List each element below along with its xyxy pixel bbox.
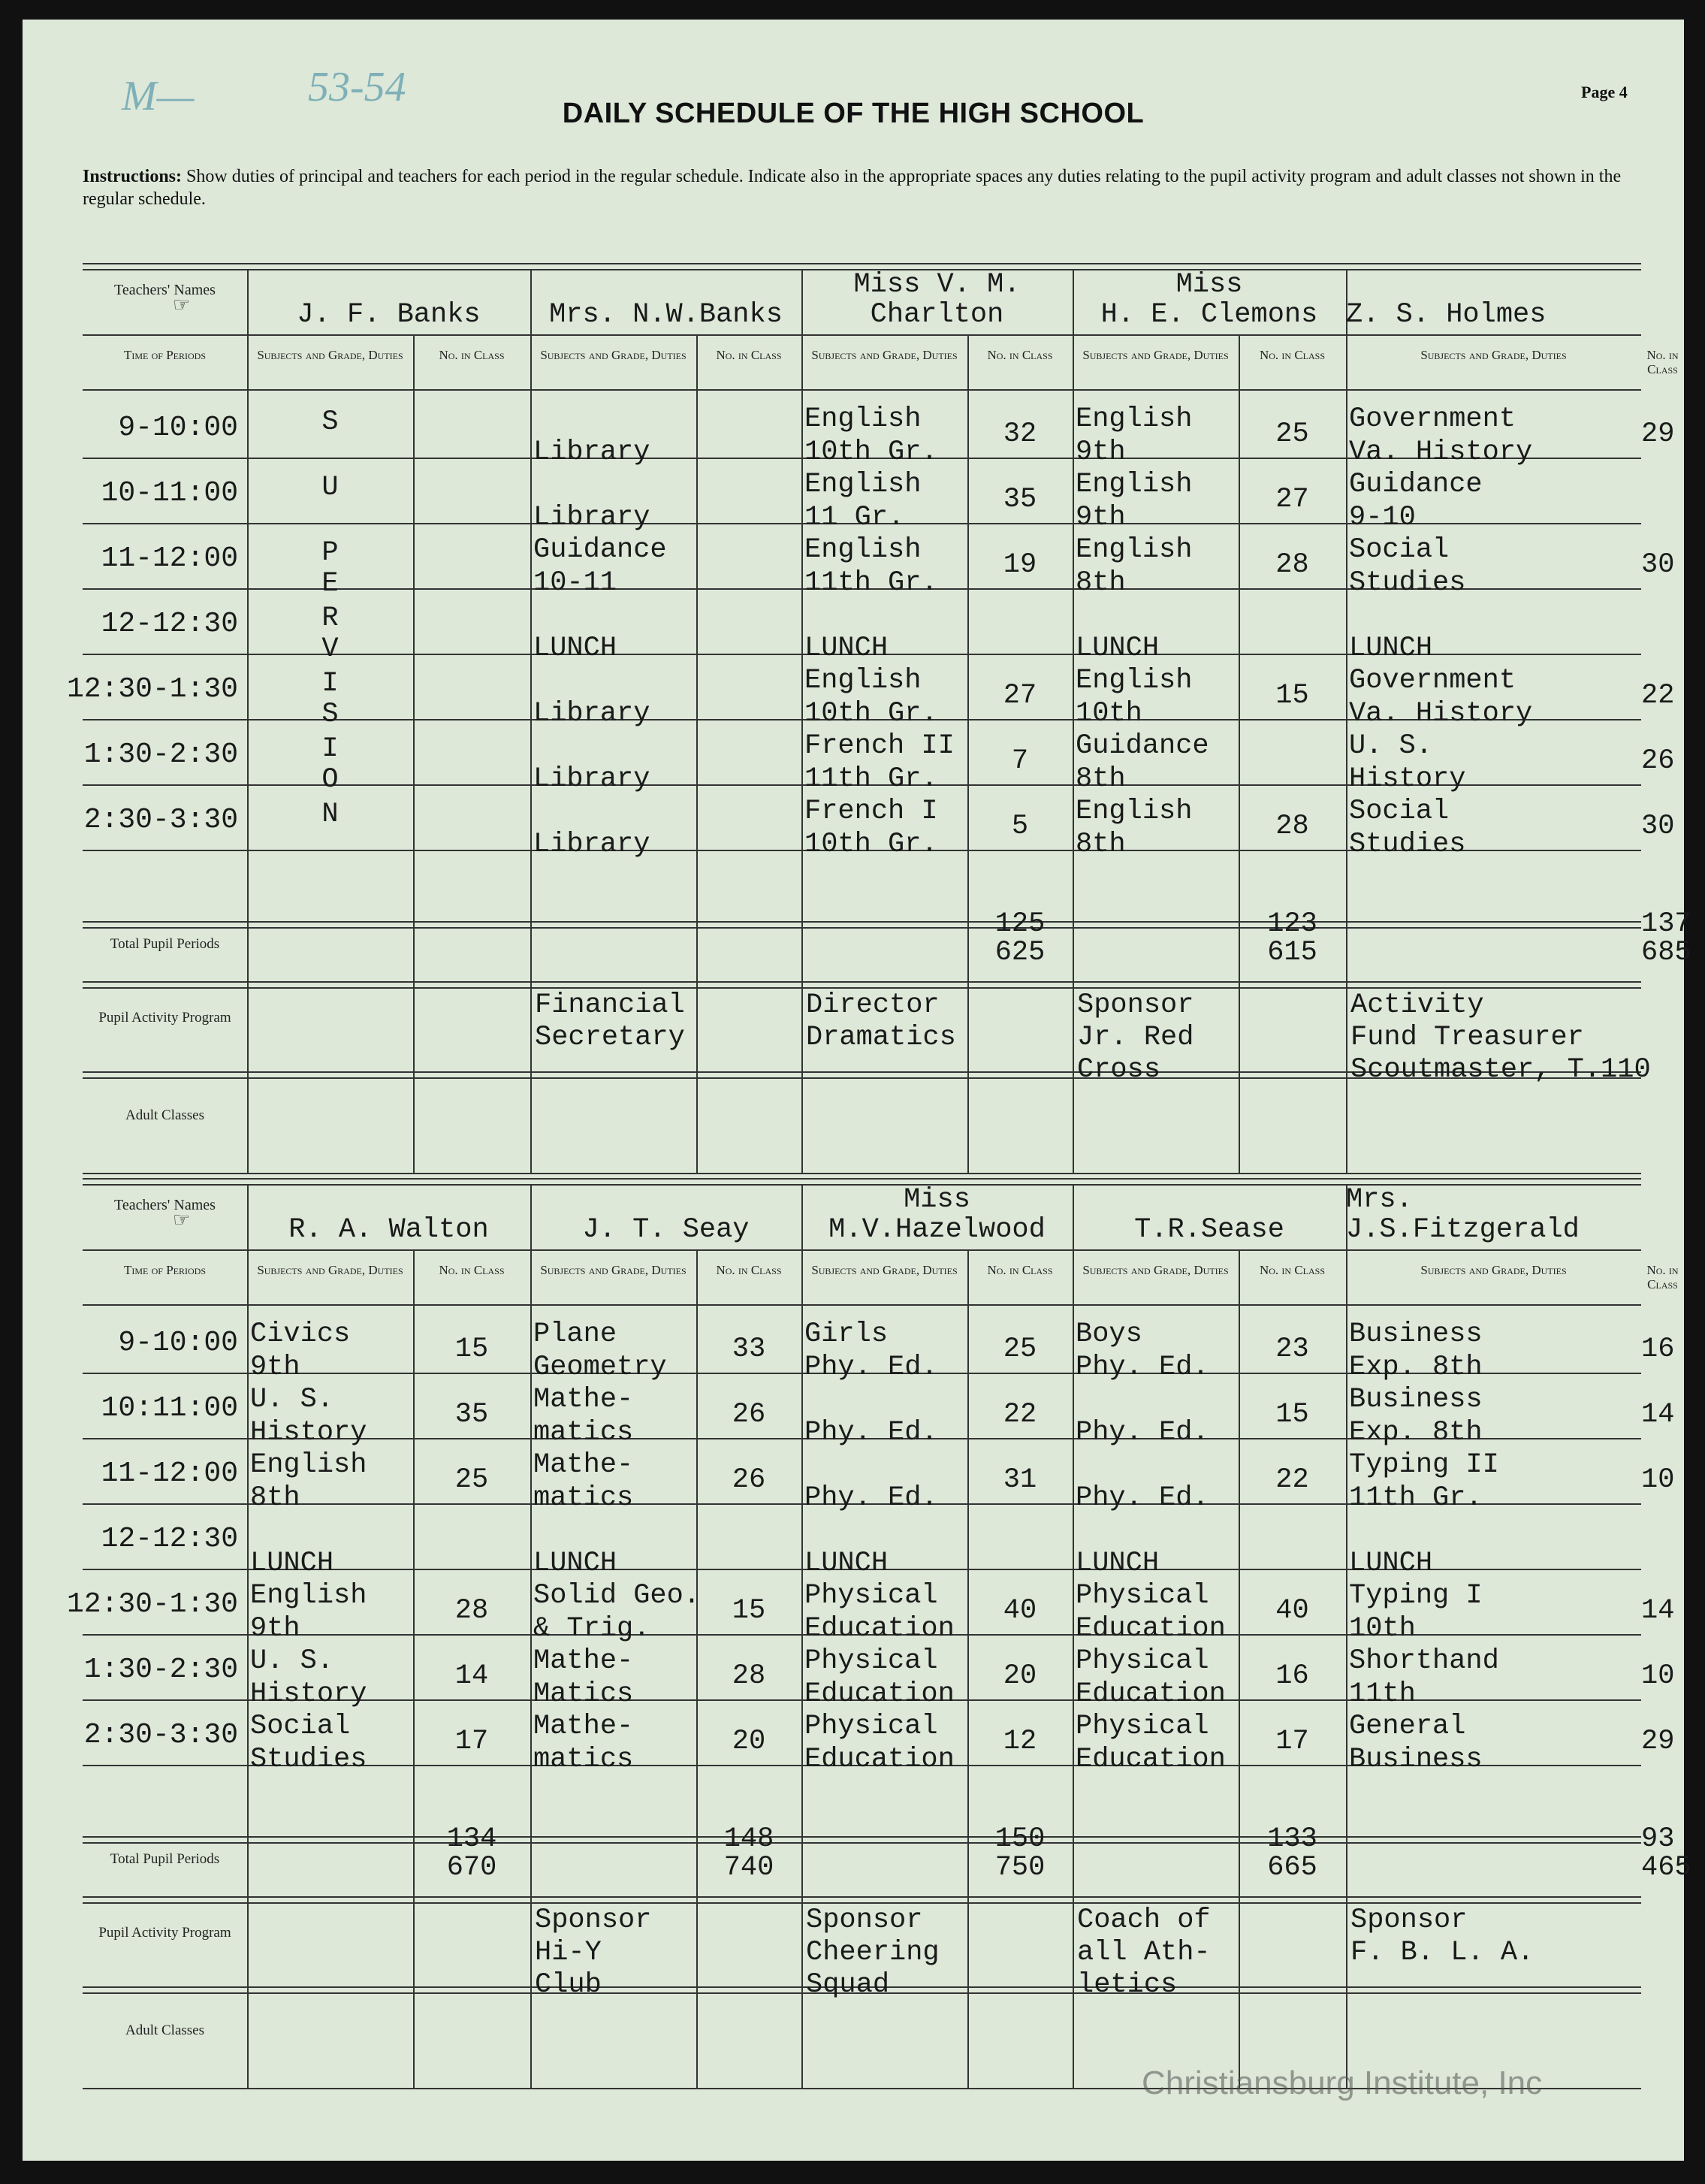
t0-no-in-class-header: No. in Class [716, 348, 782, 362]
t1-subject-line: Mathe- [533, 1645, 634, 1677]
t0-subject-line: LUNCH [1076, 633, 1160, 664]
t0-subject-line: English [1076, 469, 1193, 500]
t1-pupil-activity-program-label: Pupil Activity Program [98, 1925, 231, 1941]
t0-rule-h1 [83, 389, 1641, 391]
t1-no-in-class-header: No. in Class [1259, 1263, 1326, 1277]
t1-subject-line: 11th [1349, 1678, 1416, 1710]
t0-class-count: 26 [1641, 745, 1675, 777]
t0-teacher-name-title: Miss [1175, 269, 1243, 301]
t0-rule-act-b [83, 987, 1641, 989]
t1-class-count: 22 [1275, 1464, 1309, 1496]
t1-subject-line: Phy. Ed. [804, 1352, 938, 1383]
t1-subject-line: English [250, 1580, 367, 1612]
t0-subject-line: Social [1349, 534, 1450, 566]
t0-class-count: 35 [1003, 484, 1037, 515]
t0-pointing-hand-icon: ☞ [173, 294, 191, 316]
t1-class-count: 40 [1275, 1595, 1309, 1627]
t1-period-time: 12-12:30 [101, 1523, 238, 1555]
t1-class-count: 14 [454, 1660, 489, 1692]
t1-class-count: 26 [732, 1464, 766, 1496]
t1-subject-line: LUNCH [804, 1548, 889, 1579]
t1-class-count: 25 [454, 1464, 489, 1496]
t1-no-in-class-header: No. in Class [716, 1263, 782, 1277]
t0-subjects-header: Subjects and Grade, Duties [1420, 348, 1567, 362]
t1-subject-line: Plane [533, 1319, 617, 1350]
t1-subject-line: Education [1076, 1744, 1226, 1775]
t1-class-count: 20 [732, 1726, 766, 1757]
t1-subject-line: History [250, 1678, 367, 1710]
t1-rule-total-b [83, 1842, 1641, 1844]
handwritten-initials: M— [122, 73, 195, 119]
t0-total-periods: 123 [1267, 908, 1317, 940]
t1-total-pupil-periods: 465 [1641, 1852, 1691, 1883]
t0-subject-line: Guidance [1076, 730, 1209, 762]
t0-subject-line: R [321, 603, 339, 634]
t0-subject-line: Library [533, 698, 650, 730]
t1-subject-line: Education [1076, 1613, 1226, 1645]
t1-class-count: 16 [1275, 1660, 1309, 1692]
t1-subject-line: Geometry [533, 1352, 667, 1383]
t0-subject-line: Va. History [1349, 698, 1533, 730]
t1-subjects-header: Subjects and Grade, Duties [257, 1263, 403, 1277]
t0-subject-line: Social [1349, 796, 1450, 827]
t0-subject-line: Studies [1349, 829, 1466, 860]
t1-total-pupil-periods: 750 [994, 1852, 1046, 1883]
form-page [23, 20, 1691, 2161]
t1-class-count: 25 [1003, 1334, 1037, 1365]
t1-total-periods: 133 [1267, 1823, 1317, 1855]
t0-subject-line: E [321, 568, 339, 600]
t1-subject-line: Business [1349, 1744, 1483, 1775]
t0-subject-line: V [321, 633, 339, 665]
t1-activity-line: letics [1077, 1969, 1178, 2001]
t1-subject-line: Education [804, 1613, 955, 1645]
t0-subject-line: 10-11 [533, 567, 617, 599]
t0-subject-line: 11th Gr. [804, 763, 938, 795]
t0-subject-line: LUNCH [804, 633, 889, 664]
watermark: Christiansburg Institute, Inc [1142, 2065, 1543, 2101]
t0-no-in-class-header: No. in Class [987, 348, 1053, 362]
t1-period-time: 11-12:00 [101, 1458, 238, 1490]
t1-subject-line: Physical [804, 1711, 938, 1742]
t0-activity-line: Cross [1077, 1054, 1161, 1086]
t1-activity-line: Squad [806, 1969, 890, 2001]
t1-subjects-header: Subjects and Grade, Duties [540, 1263, 687, 1277]
t0-total-periods: 125 [994, 908, 1046, 940]
t0-class-count: 15 [1275, 680, 1309, 711]
t1-class-count: 14 [1641, 1399, 1675, 1430]
t1-subject-line: Physical [1076, 1580, 1209, 1612]
t0-total-pupil-periods: 625 [994, 937, 1046, 968]
t0-subject-line: S [321, 699, 339, 730]
t1-teacher-name-title: Mrs. [1346, 1184, 1413, 1216]
t1-class-count: 28 [732, 1660, 766, 1692]
t1-subject-line: Physical [804, 1645, 938, 1677]
t0-class-count: 19 [1003, 549, 1037, 581]
t0-total-pupil-periods: 685 [1641, 937, 1691, 968]
instructions [83, 165, 1645, 210]
t0-class-count: 7 [1011, 745, 1029, 777]
t1-class-count: 33 [732, 1334, 766, 1365]
t1-class-count: 16 [1641, 1334, 1675, 1365]
t0-rule-total-a [83, 921, 1641, 923]
t0-subject-line: 11 Gr. [804, 502, 905, 533]
t1-total-pupil-periods: 740 [723, 1852, 774, 1883]
t0-activity-line: Sponsor [1077, 989, 1194, 1021]
t0-subject-line: Guidance [533, 534, 667, 566]
t1-rule-h0 [83, 1249, 1641, 1251]
t0-activity-line: Director [806, 989, 940, 1021]
t0-subjects-header: Subjects and Grade, Duties [257, 348, 403, 362]
t1-class-count: 35 [454, 1399, 489, 1430]
t0-no-in-class-header: No. in Class [1259, 348, 1326, 362]
t0-activity-line: Dramatics [806, 1022, 956, 1053]
t0-subject-line: I [321, 668, 339, 699]
t1-class-count: 15 [454, 1334, 489, 1365]
t0-subject-line: English [1076, 665, 1193, 696]
t0-class-count: 28 [1275, 811, 1309, 842]
t1-rule-act-a [83, 1896, 1641, 1898]
t1-subject-line: Mathe- [533, 1711, 634, 1742]
t1-subject-line: History [250, 1417, 367, 1448]
t0-activity-line: Activity [1350, 989, 1484, 1021]
t1-adult-classes-label: Adult Classes [125, 2022, 205, 2038]
t0-subject-line: History [1349, 763, 1466, 795]
t1-teacher-name: M.V.Hazelwood [828, 1214, 1046, 1246]
t1-period-time: 1:30-2:30 [83, 1654, 238, 1686]
t1-period-time: 12:30-1:30 [66, 1588, 238, 1621]
t1-subject-line: U. S. [250, 1645, 334, 1677]
t0-rule-h0 [83, 334, 1641, 336]
t1-teachers-names-label: Teachers' Names [114, 1197, 216, 1213]
t1-total-pupil-periods: 670 [446, 1852, 497, 1883]
t1-class-count: 15 [1275, 1399, 1309, 1430]
t1-subject-line: Education [804, 1678, 955, 1710]
t0-subject-line: I [321, 733, 339, 765]
t0-rule-top [83, 263, 1641, 264]
t0-class-count: 5 [1011, 811, 1029, 842]
t1-subject-line: Typing I [1349, 1580, 1483, 1612]
t1-subject-line: English [250, 1449, 367, 1481]
t1-subjects-header: Subjects and Grade, Duties [811, 1263, 958, 1277]
t0-subject-line: Guidance [1349, 469, 1483, 500]
t0-subject-line: Library [533, 763, 650, 795]
t0-teacher-name: H. E. Clemons [1100, 299, 1318, 331]
t1-teacher-name: R. A. Walton [288, 1214, 489, 1246]
t1-total-periods: 150 [994, 1823, 1046, 1855]
t0-subject-line: 10th Gr. [804, 698, 938, 730]
t0-subject-line: French I [804, 796, 938, 827]
t1-period-time: 9-10:00 [118, 1327, 238, 1359]
t1-time-of-periods-label: Time of Periods [123, 1263, 206, 1277]
t1-activity-line: Sponsor [535, 1905, 652, 1936]
t1-subject-line: 9th [250, 1352, 300, 1383]
t0-subject-line: 11th Gr. [804, 567, 938, 599]
t1-subject-line: 11th Gr. [1349, 1482, 1483, 1514]
t0-period-time: 2:30-3:30 [83, 804, 238, 836]
t1-subjects-header: Subjects and Grade, Duties [1420, 1263, 1567, 1277]
t0-subject-line: English [804, 665, 922, 696]
t0-total-pupil-periods-label: Total Pupil Periods [110, 936, 220, 952]
t0-subject-line: English [804, 469, 922, 500]
t1-subject-line: Business [1349, 1384, 1483, 1415]
t1-activity-line: Sponsor [806, 1905, 923, 1936]
t0-subject-line: English [1076, 403, 1193, 435]
t0-period-time: 12:30-1:30 [66, 673, 238, 705]
t1-rule-act-b [83, 1902, 1641, 1904]
t1-subject-line: matics [533, 1417, 634, 1448]
t1-class-count: 17 [1275, 1726, 1309, 1757]
t1-subject-line: Matics [533, 1678, 634, 1710]
t0-subject-line: Library [533, 829, 650, 860]
t0-time-of-periods-label: Time of Periods [123, 348, 206, 362]
t1-rule-v1 [247, 1184, 249, 2088]
t1-subject-line: LUNCH [1076, 1548, 1160, 1579]
t0-subject-line: English [804, 534, 922, 566]
t0-rule-total-b [83, 927, 1641, 929]
t0-period-time: 9-10:00 [118, 412, 238, 444]
t1-total-periods: 148 [723, 1823, 774, 1855]
t0-teacher-name: J. F. Banks [297, 299, 481, 331]
t1-subject-line: Phy. Ed. [1076, 1352, 1209, 1383]
t0-subject-line: Library [533, 436, 650, 468]
t0-subject-line: O [321, 764, 339, 796]
t1-subject-line: Studies [250, 1744, 367, 1775]
t1-no-in-class-header: No. in Class [987, 1263, 1053, 1277]
t1-pointing-hand-icon: ☞ [173, 1209, 191, 1231]
instructions-label: Instructions: [83, 167, 183, 186]
t0-subject-line: 8th [1076, 763, 1126, 795]
instructions-text: Show duties of principal and teachers for each period in the regular schedule. Indicate also in the appropriate spaces any duties relating to the pupil activity program and adult classes not shown in the regular schedule. [83, 167, 1622, 209]
t0-no-in-class-header: No. in Class [1646, 348, 1679, 376]
t0-rule-v3 [530, 269, 532, 1173]
t1-activity-line: Coach of [1077, 1905, 1211, 1936]
t0-subject-line: French II [804, 730, 955, 762]
t0-subject-line: N [321, 799, 339, 830]
t1-teacher-name: T.R.Sease [1134, 1214, 1284, 1246]
t0-subject-line: 9th [1076, 436, 1126, 468]
t0-class-count: 27 [1275, 484, 1309, 515]
t0-activity-line: Fund Treasurer [1350, 1022, 1584, 1053]
t1-subject-line: LUNCH [533, 1548, 617, 1579]
t1-class-count: 23 [1275, 1334, 1309, 1365]
t1-class-count: 20 [1003, 1660, 1037, 1692]
t1-subject-line: Solid Geo. [533, 1580, 701, 1612]
t0-subject-line: Government [1349, 665, 1516, 696]
t1-total-periods: 93 [1641, 1823, 1675, 1855]
t0-period-time: 12-12:30 [101, 608, 238, 640]
t1-activity-line: Hi-Y [535, 1937, 602, 1968]
t1-subject-line: Mathe- [533, 1384, 634, 1415]
t0-subject-line: 8th [1076, 567, 1126, 599]
t1-subject-line: Phy. Ed. [804, 1482, 938, 1514]
t0-class-count: 30 [1641, 811, 1675, 842]
t0-activity-line: Secretary [535, 1022, 685, 1053]
t1-subject-line: LUNCH [250, 1548, 334, 1579]
t1-activity-line: Cheering [806, 1937, 940, 1968]
t1-total-pupil-periods-label: Total Pupil Periods [110, 1851, 220, 1867]
t1-subject-line: & Trig. [533, 1613, 650, 1645]
t1-subject-line: Typing II [1349, 1449, 1499, 1481]
t1-subject-line: Physical [1076, 1711, 1209, 1742]
t0-pupil-activity-program-label: Pupil Activity Program [98, 1010, 231, 1026]
t0-subject-line: LUNCH [1349, 633, 1433, 664]
t0-class-count: 25 [1275, 418, 1309, 450]
t1-class-count: 10 [1641, 1660, 1675, 1692]
t1-subject-line: Girls [804, 1319, 889, 1350]
t0-class-count: 27 [1003, 680, 1037, 711]
t0-subject-line: U [321, 472, 339, 503]
document-title: DAILY SCHEDULE OF THE HIGH SCHOOL [562, 98, 1145, 129]
t1-subject-line: U. S. [250, 1384, 334, 1415]
t1-subject-line: Social [250, 1711, 351, 1742]
t1-subject-line: Phy. Ed. [1076, 1417, 1209, 1448]
t1-period-time: 2:30-3:30 [83, 1719, 238, 1751]
t0-teacher-name: Charlton [870, 299, 1004, 331]
page-number: Page 4 [1581, 83, 1628, 101]
t1-class-count: 22 [1003, 1399, 1037, 1430]
t1-rule-v3 [530, 1184, 532, 2088]
t1-class-count: 17 [454, 1726, 489, 1757]
t1-activity-line: Sponsor [1350, 1905, 1468, 1936]
t1-rule-h1 [83, 1304, 1641, 1306]
t0-teacher-name: Mrs. N.W.Banks [549, 299, 783, 331]
t1-period-time: 10:11:00 [101, 1392, 238, 1424]
t1-total-periods: 134 [446, 1823, 497, 1855]
t0-class-count: 30 [1641, 549, 1675, 581]
t0-class-count: 32 [1003, 418, 1037, 450]
t0-subject-line: Government [1349, 403, 1516, 435]
t1-subject-line: Physical [1076, 1645, 1209, 1677]
t0-subject-line: 10th Gr. [804, 436, 938, 468]
t1-subject-line: Civics [250, 1319, 351, 1350]
t0-subject-line: P [321, 537, 339, 569]
t1-subject-line: Exp. 8th [1349, 1352, 1483, 1383]
t1-subject-line: Shorthand [1349, 1645, 1499, 1677]
t0-subject-line: English [1076, 534, 1193, 566]
t1-subject-line: 10th [1349, 1613, 1416, 1645]
t1-subject-line: matics [533, 1744, 634, 1775]
t1-subject-line: 8th [250, 1482, 300, 1514]
t0-subject-line: 10th [1076, 698, 1142, 730]
t0-subject-line: English [1076, 796, 1193, 827]
t0-activity-line: Scoutmaster, T.110 [1350, 1054, 1651, 1086]
t0-adult-classes-label: Adult Classes [125, 1107, 205, 1123]
t0-subject-line: LUNCH [533, 633, 617, 664]
t0-activity-line: Financial [535, 989, 685, 1021]
t1-rule-total-a [83, 1836, 1641, 1838]
t1-no-in-class-header: No. in Class [439, 1263, 505, 1277]
t1-subject-line: matics [533, 1482, 634, 1514]
t1-class-count: 26 [732, 1399, 766, 1430]
t0-subject-line: Studies [1349, 567, 1466, 599]
t0-subject-line: 10th Gr. [804, 829, 938, 860]
t0-subject-line: S [321, 406, 339, 438]
t1-teacher-name: J.S.Fitzgerald [1346, 1214, 1580, 1246]
t0-rule-act-a [83, 981, 1641, 983]
t1-subject-line: Education [1076, 1678, 1226, 1710]
t0-subjects-header: Subjects and Grade, Duties [1082, 348, 1229, 362]
t0-teacher-name-title: Miss V. M. [853, 269, 1021, 301]
t0-teacher-name: Z. S. Holmes [1346, 299, 1547, 331]
t1-subject-line: Phy. Ed. [804, 1417, 938, 1448]
t0-class-count: 29 [1641, 418, 1675, 450]
t1-subject-line: Boys [1076, 1319, 1142, 1350]
t1-subjects-header: Subjects and Grade, Duties [1082, 1263, 1229, 1277]
t1-teacher-name: J. T. Seay [582, 1214, 750, 1246]
t0-subject-line: English [804, 403, 922, 435]
t1-subject-line: Physical [804, 1580, 938, 1612]
handwritten-year: 53-54 [308, 64, 406, 110]
t0-subject-line: 9th [1076, 502, 1126, 533]
t0-total-pupil-periods: 615 [1267, 937, 1317, 968]
t0-class-count: 22 [1641, 680, 1675, 711]
t1-subject-line: Education [804, 1744, 955, 1775]
t1-class-count: 29 [1641, 1726, 1675, 1757]
t1-total-pupil-periods: 665 [1267, 1852, 1317, 1883]
t0-rule-v2 [413, 334, 415, 1173]
t1-class-count: 40 [1003, 1595, 1037, 1627]
t1-activity-line: F. B. L. A. [1350, 1937, 1534, 1968]
t0-class-count: 28 [1275, 549, 1309, 581]
t0-no-in-class-header: No. in Class [439, 348, 505, 362]
t1-class-count: 10 [1641, 1464, 1675, 1496]
t0-subject-line: U. S. [1349, 730, 1433, 762]
t1-no-in-class-header: No. in Class [1646, 1263, 1679, 1291]
t0-activity-line: Jr. Red [1077, 1022, 1194, 1053]
t0-period-time: 10-11:00 [101, 477, 238, 509]
t1-class-count: 28 [454, 1595, 489, 1627]
t1-class-count: 31 [1003, 1464, 1037, 1496]
t0-subjects-header: Subjects and Grade, Duties [540, 348, 687, 362]
t1-subject-line: Mathe- [533, 1449, 634, 1481]
t0-teachers-names-label: Teachers' Names [114, 282, 216, 298]
t1-class-count: 15 [732, 1595, 766, 1627]
t1-rule-top [83, 1178, 1641, 1180]
t1-activity-line: Club [535, 1969, 602, 2001]
t0-subject-line: Va. History [1349, 436, 1533, 468]
t1-activity-line: all Ath- [1077, 1937, 1211, 1968]
t0-total-periods: 137 [1641, 908, 1691, 940]
t0-period-time: 1:30-2:30 [83, 739, 238, 771]
t1-subject-line: Business [1349, 1319, 1483, 1350]
t1-class-count: 12 [1003, 1726, 1037, 1757]
t1-subject-line: 9th [250, 1613, 300, 1645]
t1-teacher-name-title: Miss [904, 1184, 970, 1216]
t0-rule-bottom [83, 1173, 1641, 1174]
t1-class-count: 14 [1641, 1595, 1675, 1627]
t0-subjects-header: Subjects and Grade, Duties [811, 348, 958, 362]
t0-subject-line: Library [533, 502, 650, 533]
t0-subject-line: 9-10 [1349, 502, 1416, 533]
t1-subject-line: Phy. Ed. [1076, 1482, 1209, 1514]
t1-subject-line: LUNCH [1349, 1548, 1433, 1579]
t0-period-time: 11-12:00 [101, 542, 238, 575]
t1-subject-line: Exp. 8th [1349, 1417, 1483, 1448]
t1-subject-line: General [1349, 1711, 1466, 1742]
t0-subject-line: 8th [1076, 829, 1126, 860]
